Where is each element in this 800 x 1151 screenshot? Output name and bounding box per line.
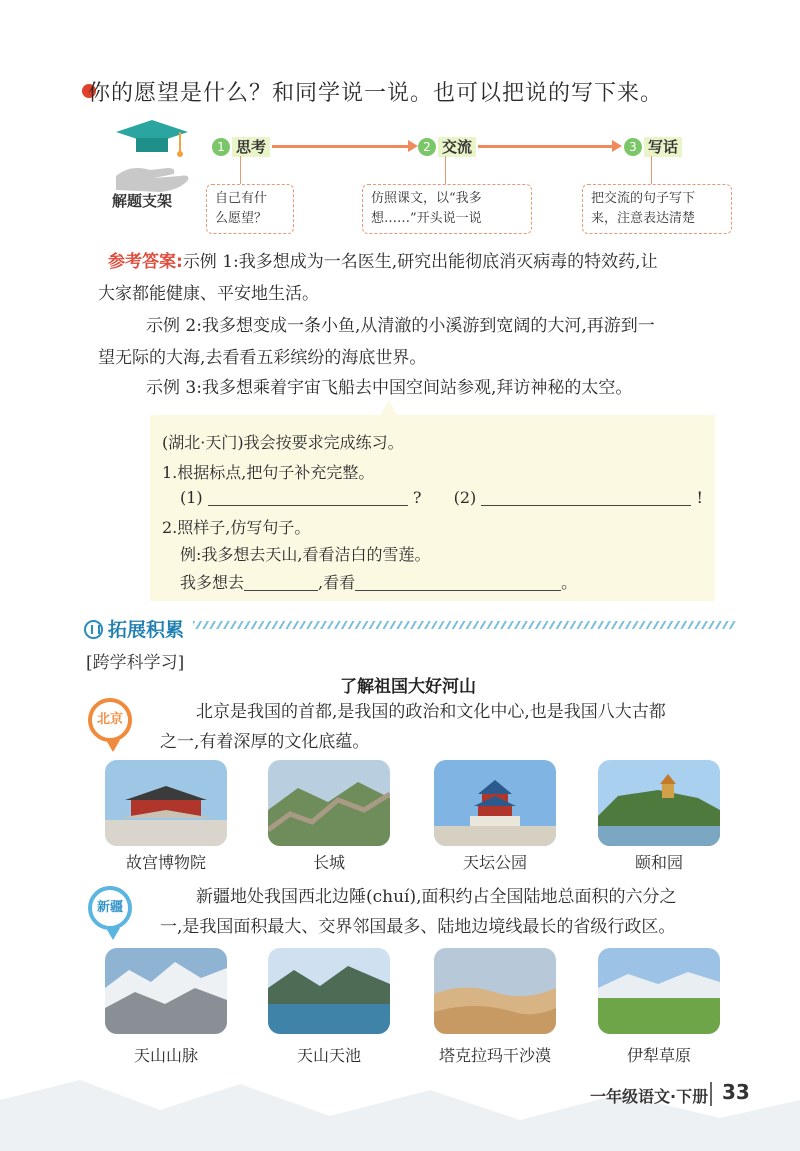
blank-label: (2) <box>453 488 477 507</box>
hint-box-think <box>206 184 294 234</box>
beijing-badge: 北京 <box>88 698 132 742</box>
step-label: 交流 <box>438 137 476 157</box>
connector-line <box>651 156 652 184</box>
answer-blank[interactable] <box>208 489 408 506</box>
hint-box-exchange <box>362 184 532 234</box>
caption-great-wall: 长城 <box>312 853 345 872</box>
caption-forbidden-city: 故宫博物院 <box>125 853 206 872</box>
heavenly-lake-photo <box>268 948 390 1034</box>
answer-blank[interactable] <box>481 489 691 506</box>
practice-q1-row <box>180 488 703 507</box>
answer-blank[interactable] <box>355 574 561 591</box>
taklamakan-desert-photo <box>434 948 556 1034</box>
step-label: 写话 <box>644 137 682 157</box>
blank-label: (1) <box>180 488 203 507</box>
step-exchange <box>418 136 476 157</box>
decorative-hatch-line <box>193 621 736 629</box>
xinjiang-text-line1: 新疆地处我国西北边陲(chuí),面积约占全国陆地总面积的六分之 <box>196 887 677 907</box>
guide-label: 解题支架 <box>112 192 173 210</box>
beijing-text-line1: 北京是我国的首都,是我国的政治和文化中心,也是我国八大古都 <box>196 702 666 722</box>
connector-line <box>240 156 241 184</box>
arrow-icon <box>478 145 614 148</box>
blank-end: ? <box>412 488 422 507</box>
fill-text: 。 <box>561 573 578 592</box>
blank-end: ! <box>696 488 703 507</box>
step-think <box>212 136 270 157</box>
practice-intro: (湖北·天门)我会按要求完成练习。 <box>162 433 404 452</box>
question-text: 你的愿望是什么？和同学说一说。也可以把说的写下来。 <box>88 81 664 106</box>
answer-blank[interactable] <box>244 574 318 591</box>
caption-taklamakan-desert: 塔克拉玛干沙漠 <box>438 1046 551 1065</box>
hint-line: 把交流的句子写下 <box>591 191 696 206</box>
answer-text: 示例 2:我多想变成一条小鱼,从清澈的小溪游到宽阔的大河,再游到一 <box>146 316 655 336</box>
fill-text: ,看看 <box>318 573 356 592</box>
hint-line: 来，注意表达清楚 <box>591 211 696 226</box>
hint-line: 想……”开头说一说 <box>371 211 482 226</box>
step-number: 2 <box>418 138 436 156</box>
answer-text: 望无际的大海,去看看五彩缤纷的海底世界。 <box>98 348 427 368</box>
answer-text: 大家都能健康、平安地生活。 <box>98 284 319 304</box>
step-label: 思考 <box>232 137 270 157</box>
forbidden-city-photo <box>105 760 227 846</box>
beijing-text-line2: 之一,有着深厚的文化底蕴。 <box>160 732 370 752</box>
caption-tianshan-mountains: 天山山脉 <box>133 1046 198 1065</box>
practice-tab <box>380 400 398 416</box>
step-write <box>624 136 682 157</box>
extension-icon <box>84 620 103 639</box>
caption-heavenly-lake: 天山天池 <box>296 1046 361 1065</box>
caption-yili-grassland: 伊犁草原 <box>626 1046 691 1065</box>
step-number: 1 <box>212 138 230 156</box>
answer-example-3: 示例 3:我多想乘着宇宙飞船去中国空间站参观,拜访神秘的太空。 <box>146 378 633 398</box>
great-wall-photo <box>268 760 390 846</box>
step-number: 3 <box>624 138 642 156</box>
answer-example-1 <box>108 247 748 277</box>
hint-box-write <box>582 184 732 234</box>
answer-text: 示例 1:我多想成为一名医生,研究出能彻底消灭病毒的特效药,让 <box>182 252 658 272</box>
connector-line <box>445 156 446 184</box>
arrow-icon <box>272 145 410 148</box>
caption-temple-of-heaven: 天坛公园 <box>462 853 527 872</box>
practice-fill-row <box>180 570 577 593</box>
temple-of-heaven-photo <box>434 760 556 846</box>
topic-title: 了解祖国大好河山 <box>340 677 476 697</box>
caption-summer-palace: 颐和园 <box>634 853 683 872</box>
book-title: 一年级语文·下册 <box>590 1087 709 1106</box>
xinjiang-text-line2: 一,是我国面积最大、交界邻国最多、陆地边境线最长的省级行政区。 <box>160 917 676 937</box>
page-number: 33 <box>722 1080 750 1104</box>
extension-subtitle: [跨学科学习] <box>86 653 185 673</box>
footer-divider <box>710 1082 712 1106</box>
practice-example: 例:我多想去天山,看看洁白的雪莲。 <box>180 545 431 564</box>
summer-palace-photo <box>598 760 720 846</box>
tianshan-mountains-photo <box>105 948 227 1034</box>
answer-label: 参考答案: <box>108 252 183 272</box>
hint-line: 自己有什 <box>215 191 268 206</box>
practice-q2: 2.照样子,仿写句子。 <box>162 518 311 537</box>
fill-text: 我多想去 <box>180 573 245 592</box>
practice-q1: 1.根据标点,把句子补充完整。 <box>162 463 375 482</box>
hint-line: 么愿望？ <box>215 211 268 226</box>
extension-title: 拓展积累 <box>108 619 185 641</box>
hint-line: 仿照课文，以“我多 <box>371 191 482 206</box>
yili-grassland-photo <box>598 948 720 1034</box>
xinjiang-badge: 新疆 <box>88 886 132 930</box>
